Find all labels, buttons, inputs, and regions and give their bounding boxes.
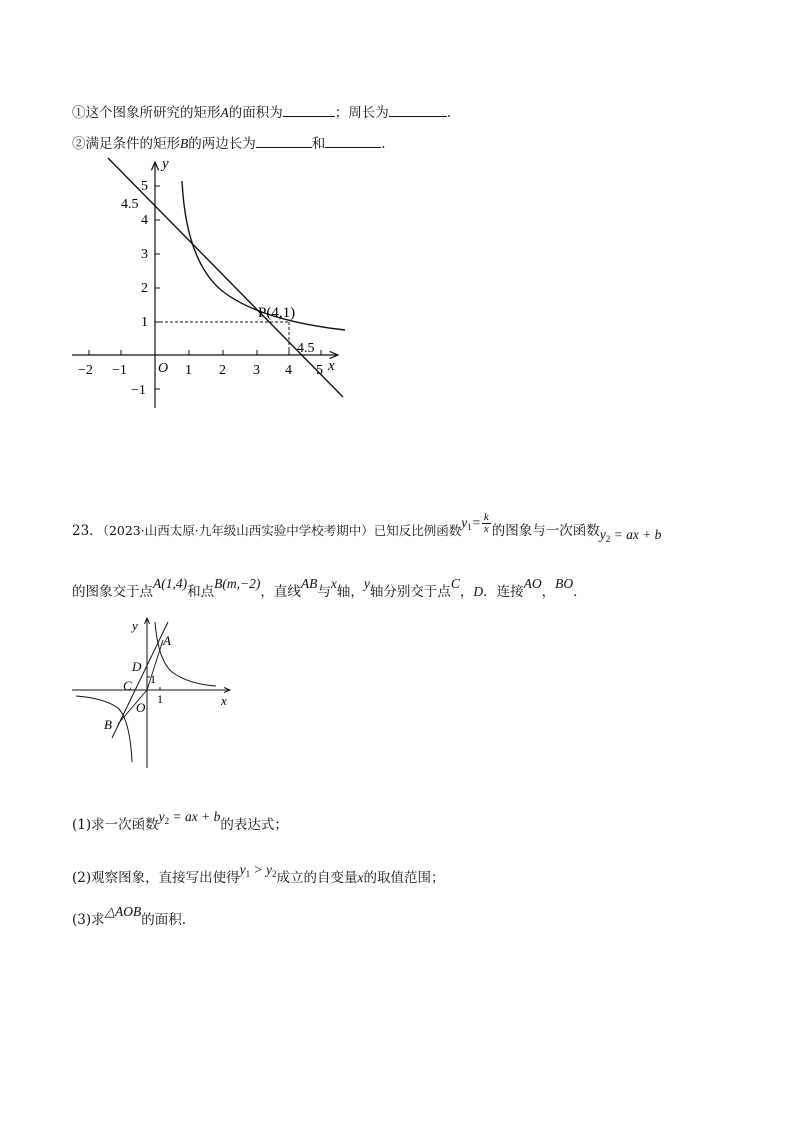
expr-y2: $y_2$ = ax + b [158,809,221,826]
q23-line-2 [72,576,587,600]
fraction-k-over-x: $\frac{k}{x}$ [483,511,489,535]
text: 的面积. [141,912,187,928]
point-c-label: C [123,678,132,693]
segment-ao: AO [523,576,542,591]
question-number: 23． [72,523,103,539]
point-a: A(1,4) [153,576,188,591]
y-tick-label: 2 [141,281,148,296]
text: . [446,105,452,121]
x-intercept-label: 4.5 [297,341,315,356]
text: 和 [311,136,326,152]
text: ①这个图象所研究的矩形 [72,105,221,121]
x-var: x [357,870,364,885]
text: 轴分别交于点 [369,584,451,600]
text: ， [459,584,474,600]
q23-line-1 [72,511,662,544]
answer-blank[interactable] [389,104,447,117]
hyperbola-branch-1 [155,622,216,686]
sub-question-2 [72,862,445,887]
expr-y1-gt-y2: $y_1 > y_2$ [239,862,277,879]
y-tick-label: 5 [141,179,148,194]
y-one-label: 1 [150,672,156,686]
x-tick-label: −1 [112,363,127,378]
text: ， [541,584,556,600]
q23-source-text: （2023·山西太原·九年级山西实验中学校考期中）已知反比例函数 [102,523,462,538]
y-tick-label: −1 [131,383,146,398]
text: ． [573,584,587,600]
text: 的图象交于点 [72,584,153,600]
y-intercept-label: 4.5 [121,197,139,212]
text: 的取值范围； [363,870,445,886]
text: ；周长为 [334,105,389,121]
point-b-label: B [104,717,112,732]
point-a-label: A [163,633,171,648]
line-ab: AB [300,576,318,591]
y2-var: $y_2$ = ax + b [599,527,662,544]
equals: = [471,515,481,530]
point-b: B(m,−2) [214,576,261,591]
point-d: D [473,584,484,599]
x-tick-label: 5 [316,363,323,378]
question-line-2 [72,132,386,152]
text: 的两边长为 [188,136,256,152]
sub-question-1 [72,809,288,834]
x-axis-label: x [221,693,227,708]
text: (2)观察图象，直接写出使得 [72,870,240,886]
question-line-1 [72,101,451,121]
var-a: A [220,105,229,120]
y-tick-label: 4 [141,213,148,228]
x-tick-label: 1 [185,363,192,378]
text: 的表达式； [220,817,288,833]
y1-var: $y_1$ [461,515,472,532]
y-var: y [363,576,370,591]
origin-label: O [136,700,146,715]
origin-label: O [158,361,169,376]
x-tick-label: −2 [78,363,93,378]
text: ②满足条件的矩形 [72,136,180,152]
text: 与 [317,584,331,600]
point-p-label: P(4,1) [258,305,296,321]
var-b: B [180,136,189,151]
text: (3)求 [72,912,105,928]
text: 和点 [187,584,215,600]
x-tick-label: 4 [285,363,292,378]
sub-question-3 [72,904,187,928]
y-axis-label: y [132,618,138,633]
x-one-label: 1 [157,692,163,706]
text: 的面积为 [228,105,283,121]
point-c: C [450,576,460,591]
text: 轴， [336,584,364,600]
text: 的图象与一次函数 [491,523,600,539]
x-tick-label: 3 [253,363,260,378]
graph-2 [66,610,246,776]
text: (1)求一次函数 [72,817,159,833]
text: . [381,136,386,152]
text: 成立的自变量 [276,870,358,886]
x-var: x [330,576,337,591]
y-tick-label: 1 [141,315,148,330]
x-axis-label: x [328,358,335,374]
segment-bo: BO [555,576,574,591]
y-tick-label: 3 [141,247,148,262]
point-d-label: D [132,659,142,674]
answer-blank[interactable] [283,104,335,117]
answer-blank[interactable] [325,135,381,148]
x-tick-label: 2 [219,363,226,378]
text: ．连接 [483,584,524,600]
graph-1 [60,150,360,410]
triangle-aob: △AOB [104,904,142,919]
answer-blank[interactable] [256,135,312,148]
text: ，直线 [260,584,301,600]
y-axis-label: y [162,156,169,172]
